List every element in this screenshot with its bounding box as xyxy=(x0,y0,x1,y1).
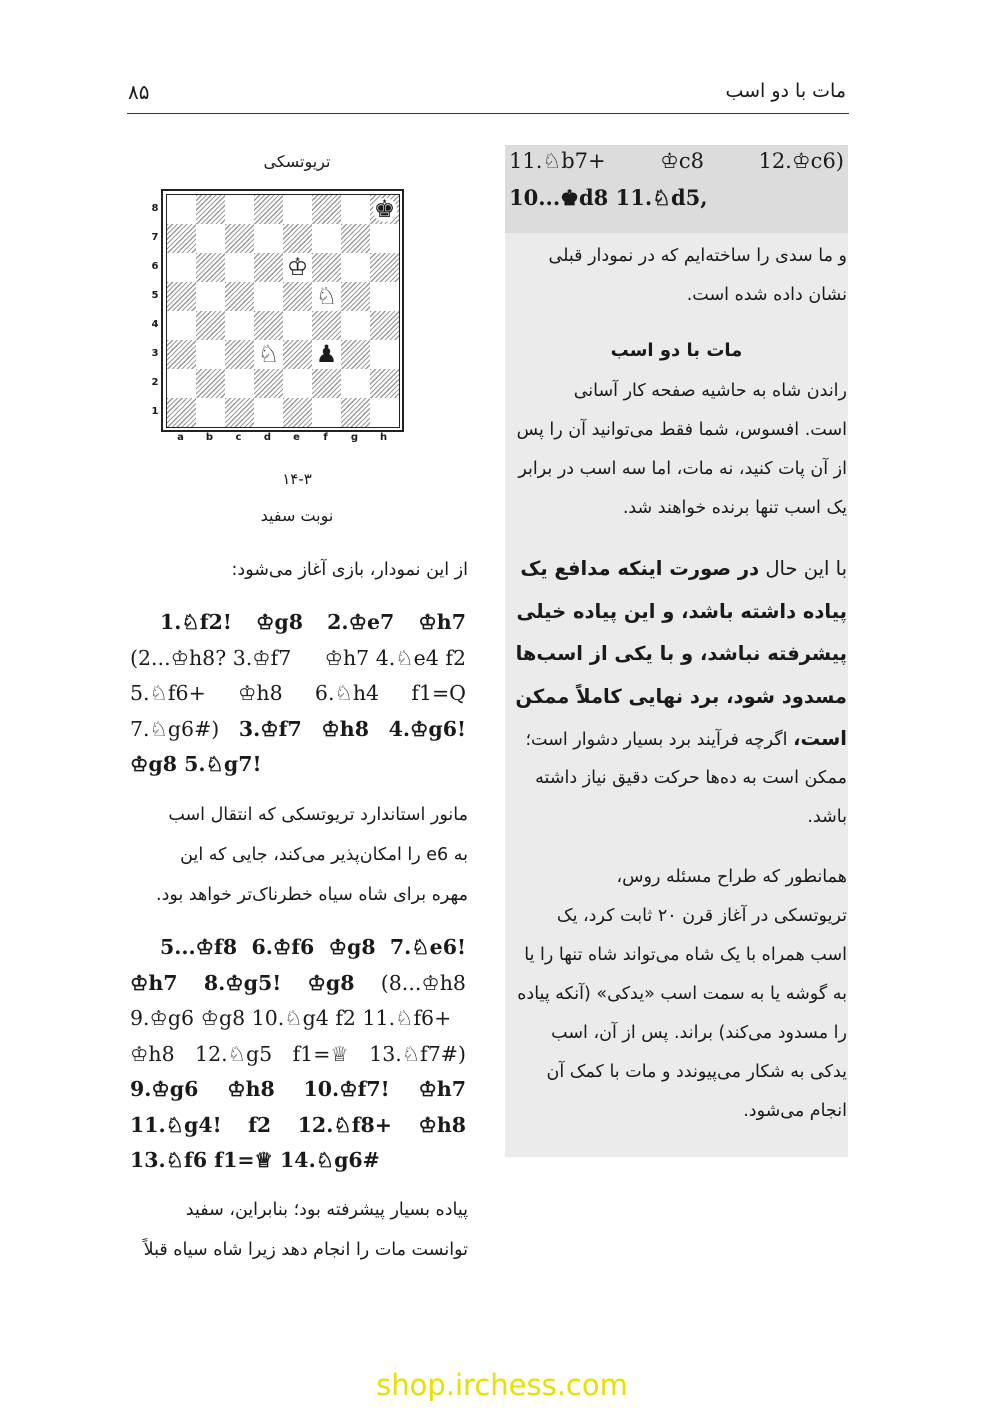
text-line: و ما سدی را ساخته‌ایم که در نمودار قبلی xyxy=(548,246,847,266)
move: 11.♘b7+ xyxy=(509,149,606,173)
square-d7 xyxy=(254,224,283,253)
square-g6 xyxy=(341,253,370,282)
text-line: است. افسوس، شما فقط می‌توانید آن را پس xyxy=(516,420,847,440)
move: 7.♘g6#) xyxy=(130,716,220,741)
square-g7 xyxy=(341,224,370,253)
move: 5.♘f6+ xyxy=(130,681,206,705)
black-pawn-icon xyxy=(312,340,341,369)
piece-glyph: ♘ xyxy=(257,340,280,368)
moves-line xyxy=(130,676,466,712)
square-g5 xyxy=(341,282,370,311)
move: ♔h8 xyxy=(227,1077,275,1101)
rank-label: 8 xyxy=(151,203,159,214)
text-line: تریوتسکی در آغاز قرن ۲۰ ثابت کرد، یک xyxy=(556,906,847,926)
move: ♔h8 xyxy=(130,1041,175,1066)
move: ♔h7 xyxy=(130,970,178,995)
square-e1 xyxy=(283,398,312,427)
square-d5 xyxy=(254,282,283,311)
square-a3 xyxy=(167,340,196,369)
text-line: اسب همراه با یک شاه می‌تواند شاه تنها را یا xyxy=(524,945,847,965)
white-knight-icon xyxy=(254,340,283,369)
square-g8 xyxy=(341,195,370,224)
diagram-caption: نوبت سفید xyxy=(260,506,334,525)
file-label: e xyxy=(293,432,300,443)
moves-continuation-box xyxy=(505,145,848,233)
square-h4 xyxy=(370,311,399,340)
square-a1 xyxy=(167,398,196,427)
moves-line xyxy=(130,641,466,677)
move: ♔c8 xyxy=(660,149,705,173)
square-b8 xyxy=(196,195,225,224)
move: ♔h8 xyxy=(238,681,283,705)
moves-line xyxy=(130,747,466,783)
rank-label: 5 xyxy=(151,290,159,301)
move: 13.♘f7#) xyxy=(369,1041,466,1066)
text-span: اگرچه فرآیند برد بسیار دشوار است؛ xyxy=(525,730,788,750)
move: 13.♘f6 f1=♕ 14.♘g6# xyxy=(130,1148,380,1172)
text-line: مانور استاندارد تریوتسکی که انتقال اسب xyxy=(168,805,468,825)
bold-text-line: پیشرفته نباشد، و با یکی از اسب‌ها xyxy=(515,642,847,665)
page-number: ۸۵ xyxy=(128,80,150,104)
text-span: با این حال xyxy=(765,557,847,580)
bold-text: است، xyxy=(793,727,847,750)
square-a7 xyxy=(167,224,196,253)
moves-line xyxy=(130,1072,466,1108)
move: 12.♔c6) xyxy=(758,149,844,173)
moves-line xyxy=(130,1143,466,1179)
square-f2 xyxy=(312,369,341,398)
square-h3 xyxy=(370,340,399,369)
text-line: به e6 را امکان‌پذیر می‌کند، جایی که این xyxy=(180,845,468,865)
paragraph-manoeuvre xyxy=(128,795,468,915)
move: 5...♔f8 xyxy=(160,935,238,959)
square-e3 xyxy=(283,340,312,369)
text-line: را مسدود می‌کند) براند. پس از آن، اسب xyxy=(551,1023,847,1043)
moves-block-1 xyxy=(130,605,466,783)
square-h2 xyxy=(370,369,399,398)
file-label: d xyxy=(263,432,272,443)
text-line: نشان داده شده است. xyxy=(686,285,847,305)
move: ♔g8 xyxy=(328,935,376,959)
move: ♔h7 4.♘e4 f2 xyxy=(324,645,466,670)
text-line: باشد. xyxy=(807,807,847,827)
square-g4 xyxy=(341,311,370,340)
moves-line xyxy=(130,712,466,748)
move: f1=♕ xyxy=(292,1041,349,1066)
chessboard xyxy=(166,194,400,428)
diagram-title: تریوتسکی xyxy=(263,152,331,171)
square-g1 xyxy=(341,398,370,427)
file-label: f xyxy=(323,432,328,443)
square-f3 xyxy=(312,340,341,369)
text-line: توانست مات را انجام دهد زیرا شاه سیاه قبلاً xyxy=(143,1240,468,1260)
right-column-shaded-box xyxy=(505,145,848,1157)
running-header-title: مات با دو اسب xyxy=(725,80,846,102)
square-a4 xyxy=(167,311,196,340)
square-e8 xyxy=(283,195,312,224)
moves-line-2: 10...♚d8 11.♘d5, xyxy=(509,185,708,210)
file-label: a xyxy=(177,432,184,443)
text-line: راندن شاه به حاشیه صفحه کار آسانی xyxy=(573,381,847,401)
move: 9.♔g6 xyxy=(130,1077,199,1101)
square-e7 xyxy=(283,224,312,253)
rank-label: 4 xyxy=(151,319,159,330)
move: 8.♔g5! xyxy=(203,970,282,995)
move: ♔h8 xyxy=(321,716,369,741)
square-c6 xyxy=(225,253,254,282)
move: ♔g8 xyxy=(256,610,304,634)
black-king-icon xyxy=(370,195,399,224)
file-label: b xyxy=(205,432,214,443)
section-heading: مات با دو اسب xyxy=(610,340,743,361)
square-b2 xyxy=(196,369,225,398)
moves-line xyxy=(130,930,466,966)
moves-block-2 xyxy=(130,930,466,1179)
piece-glyph: ♚ xyxy=(373,195,396,223)
move: 4.♔g6! xyxy=(388,716,466,741)
text-line: یدکی به شکار می‌پیوندد و مات با کمک آن xyxy=(546,1062,847,1082)
square-c4 xyxy=(225,311,254,340)
move: 1.♘f2! xyxy=(160,610,232,634)
move: 7.♘e6! xyxy=(389,935,466,959)
text-line: مهره برای شاه سیاه خطرناک‌تر خواهد بود. xyxy=(156,885,468,905)
piece-glyph: ♟ xyxy=(315,340,338,368)
paragraph-driving-king xyxy=(509,372,847,528)
white-knight-icon xyxy=(312,282,341,311)
move: f2 xyxy=(248,1112,272,1137)
square-c7 xyxy=(225,224,254,253)
square-f4 xyxy=(312,311,341,340)
move: ♔g8 xyxy=(307,970,355,995)
square-c5 xyxy=(225,282,254,311)
text-line: همانطور که طراح مسئله روس، xyxy=(616,867,847,887)
moves-line xyxy=(130,605,466,641)
piece-glyph: ♔ xyxy=(286,253,309,281)
square-d6 xyxy=(254,253,283,282)
paragraph-troitsky xyxy=(509,858,847,1131)
square-b4 xyxy=(196,311,225,340)
text-line: یک اسب تنها برنده خواهند شد. xyxy=(622,498,847,518)
square-a5 xyxy=(167,282,196,311)
square-e4 xyxy=(283,311,312,340)
diagram-number: ۱۴-۳ xyxy=(282,470,312,488)
watermark-url[interactable]: shop.irchess.com xyxy=(376,1368,628,1402)
bold-text: در صورت اینکه مدافع یک xyxy=(520,557,760,580)
square-c8 xyxy=(225,195,254,224)
paragraph-barrier xyxy=(509,237,847,315)
text-line: به گوشه یا به سمت اسب «یدکی» (آنکه پیاده xyxy=(517,984,847,1004)
square-b7 xyxy=(196,224,225,253)
square-a8 xyxy=(167,195,196,224)
header-divider xyxy=(127,113,849,114)
move: ♔h8 xyxy=(418,1112,466,1137)
bold-text-line: پیاده داشته باشد، و این پیاده خیلی xyxy=(516,599,847,623)
square-f8 xyxy=(312,195,341,224)
square-d2 xyxy=(254,369,283,398)
moves-line xyxy=(130,1001,466,1037)
square-e2 xyxy=(283,369,312,398)
moves-line xyxy=(130,966,466,1002)
square-e6 xyxy=(283,253,312,282)
move: 2.♔e7 xyxy=(327,610,395,634)
square-a6 xyxy=(167,253,196,282)
square-h6 xyxy=(370,253,399,282)
rank-label: 3 xyxy=(151,348,159,359)
square-b6 xyxy=(196,253,225,282)
square-d8 xyxy=(254,195,283,224)
square-f5 xyxy=(312,282,341,311)
paragraph-pawn-condition-cont xyxy=(509,759,847,837)
square-g2 xyxy=(341,369,370,398)
text-line: ممکن است به ده‌ها حرکت دقیق نیاز داشته xyxy=(535,768,847,788)
move: ♔h7 xyxy=(418,610,466,634)
rank-label: 1 xyxy=(151,406,159,417)
square-f6 xyxy=(312,253,341,282)
square-b3 xyxy=(196,340,225,369)
square-d3 xyxy=(254,340,283,369)
square-e5 xyxy=(283,282,312,311)
move: 10.♔f7! xyxy=(303,1077,390,1101)
moves-line xyxy=(130,1037,466,1073)
square-d4 xyxy=(254,311,283,340)
text-line: پیاده بسیار پیشرفته بود؛ بنابراین، سفید xyxy=(185,1200,468,1220)
file-label: h xyxy=(379,432,388,443)
square-h7 xyxy=(370,224,399,253)
square-c3 xyxy=(225,340,254,369)
move: 6.♔f6 xyxy=(251,935,315,959)
rank-label: 7 xyxy=(151,232,159,243)
square-b1 xyxy=(196,398,225,427)
text-line: انجام می‌شود. xyxy=(743,1101,847,1121)
square-h5 xyxy=(370,282,399,311)
move: 12.♘g5 xyxy=(195,1041,273,1066)
piece-glyph: ♘ xyxy=(315,282,338,310)
file-label: g xyxy=(350,432,359,443)
paragraph-pawn-condition xyxy=(509,548,847,762)
intro-line: از این نمودار، بازی آغاز می‌شود: xyxy=(231,560,468,580)
square-b5 xyxy=(196,282,225,311)
square-d1 xyxy=(254,398,283,427)
square-c2 xyxy=(225,369,254,398)
square-g3 xyxy=(341,340,370,369)
moves-line-1 xyxy=(509,149,844,173)
rank-label: 6 xyxy=(151,261,159,272)
square-f1 xyxy=(312,398,341,427)
paragraph-conclusion xyxy=(128,1190,468,1270)
square-h8 xyxy=(370,195,399,224)
white-king-icon xyxy=(283,253,312,282)
square-a2 xyxy=(167,369,196,398)
move: 11.♘g4! xyxy=(130,1112,222,1137)
file-label: c xyxy=(235,432,242,443)
text-line xyxy=(509,718,847,762)
text-line xyxy=(509,548,847,591)
move: (8...♔h8 xyxy=(380,970,466,995)
square-h1 xyxy=(370,398,399,427)
move: f1=Q xyxy=(411,681,466,705)
move: ♔g8 5.♘g7! xyxy=(130,752,262,776)
text-line: از آن پات کنید، نه مات، اما سه اسب در برابر xyxy=(518,459,847,479)
move: 12.♘f8+ xyxy=(297,1112,392,1137)
move: 3.♔f7 xyxy=(238,716,302,741)
move: 6.♘h4 xyxy=(314,681,380,705)
bold-text-line: مسدود شود، برد نهایی کاملاً ممکن xyxy=(515,684,847,708)
rank-label: 2 xyxy=(151,377,159,388)
move: 9.♔g6 ♔g8 10.♘g4 f2 11.♘f6+ xyxy=(130,1006,452,1030)
square-c1 xyxy=(225,398,254,427)
moves-line xyxy=(130,1108,466,1144)
move: (2...♔h8? 3.♔f7 xyxy=(130,645,292,670)
square-f7 xyxy=(312,224,341,253)
move: ♔h7 xyxy=(418,1077,466,1101)
